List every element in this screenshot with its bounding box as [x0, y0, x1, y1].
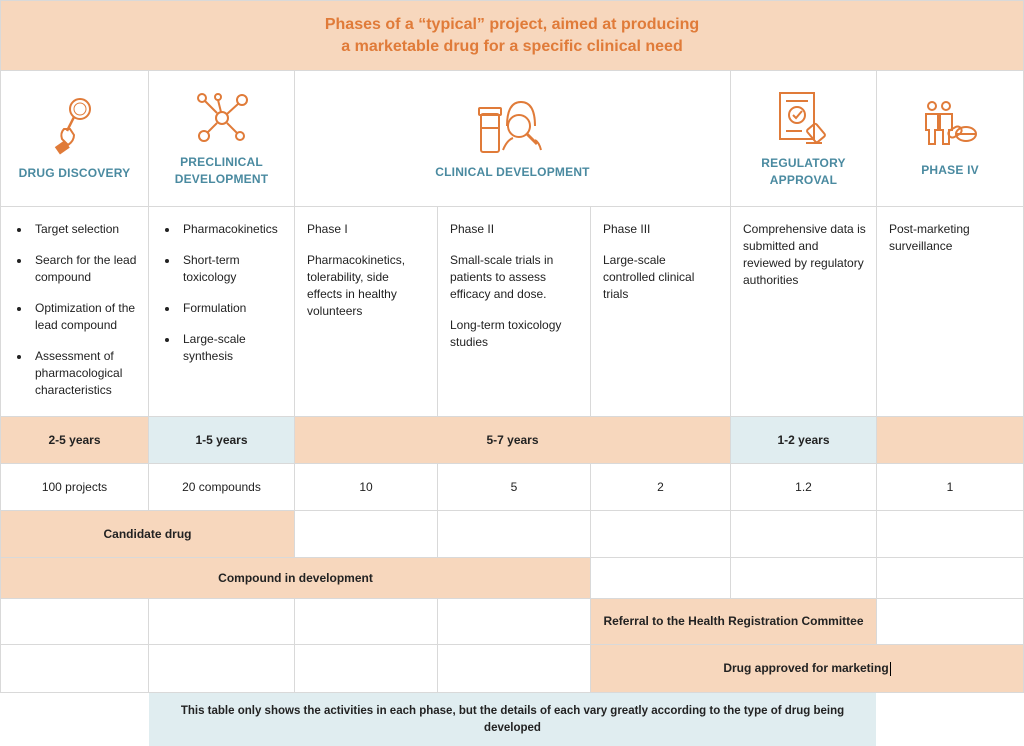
header-phase-iv — [877, 71, 1024, 207]
header-drug-discovery — [0, 71, 149, 207]
duration-clinical: 5-7 years — [295, 417, 731, 464]
list-item: • Target selection — [31, 221, 138, 238]
duration-phase-iv — [877, 417, 1024, 464]
count-phase-iii: 2 — [591, 464, 731, 511]
phase-iv-label: PHASE IV — [921, 163, 979, 177]
header-regulatory — [731, 71, 877, 207]
bar-drug-approved[interactable] — [591, 645, 1024, 693]
phase-iii-heading: Phase III — [603, 222, 651, 236]
header-preclinical — [149, 71, 295, 207]
phase-ii-text-2: Long-term toxicology studies — [450, 318, 562, 349]
table-title — [0, 0, 1024, 71]
phase-i-heading: Phase I — [307, 222, 348, 236]
pill-bottle-magnifier-icon — [477, 96, 549, 156]
phase-iv-text: Post-marketing surveillance — [889, 222, 970, 253]
list-item: • Formulation — [179, 300, 284, 317]
empty-cell — [731, 558, 877, 599]
empty-cell — [438, 599, 591, 645]
list-item: • Search for the lead compound — [31, 252, 138, 286]
preclinical-label-line-2: DEVELOPMENT — [174, 171, 269, 186]
activities-phase-i — [295, 207, 438, 417]
phase-i-text: Pharmacokinetics, tolerability, side effects in healthy volunteers — [307, 253, 406, 318]
empty-cell — [295, 599, 438, 645]
phase-iii-text: Large-scale controlled clinical trials — [603, 253, 695, 301]
title-line-2: a marketable drug for a specific clinical need — [341, 37, 683, 55]
activities-regulatory — [731, 207, 877, 417]
title-line-1: Phases of a “typical” project, aimed at producing — [324, 15, 700, 33]
empty-cell — [877, 558, 1024, 599]
footnote: This table only shows the activities in each phase, but the details of each vary greatly according to the type of drug being developed — [149, 693, 876, 746]
activities-discovery — [0, 207, 149, 417]
list-item: • Optimization of the lead compound — [31, 300, 138, 334]
empty-cell — [149, 599, 295, 645]
count-phase-ii: 5 — [438, 464, 591, 511]
regulatory-label-line-1: REGULATORY — [761, 155, 846, 170]
empty-cell — [438, 511, 591, 558]
clinical-label: CLINICAL DEVELOPMENT — [435, 165, 590, 179]
list-item: • Short-term toxicology — [179, 252, 284, 286]
header-clinical — [295, 71, 731, 207]
activities-phase-ii — [438, 207, 591, 417]
empty-cell — [0, 599, 149, 645]
empty-cell — [877, 599, 1024, 645]
drug-approved-label: Drug approved for marketing — [723, 661, 889, 675]
count-phase-i: 10 — [295, 464, 438, 511]
count-regulatory: 1.2 — [731, 464, 877, 511]
bar-candidate-drug: Candidate drug — [0, 511, 295, 558]
regulatory-text: Comprehensive data is submitted and reviewed by regulatory authorities — [743, 222, 866, 287]
drug-discovery-label: DRUG DISCOVERY — [18, 166, 131, 180]
bar-referral: Referral to the Health Registration Committee — [591, 599, 877, 645]
empty-cell — [877, 511, 1024, 558]
empty-cell — [731, 511, 877, 558]
empty-cell — [0, 645, 149, 693]
certificate-icon — [776, 89, 832, 147]
molecule-icon — [194, 90, 250, 146]
duration-preclinical: 1-5 years — [149, 417, 295, 464]
empty-cell — [295, 511, 438, 558]
text-cursor — [890, 662, 891, 676]
list-item: • Pharmacokinetics — [179, 221, 284, 238]
empty-cell — [591, 511, 731, 558]
empty-cell — [295, 645, 438, 693]
empty-cell — [591, 558, 731, 599]
count-discovery: 100 projects — [0, 464, 149, 511]
count-preclinical: 20 compounds — [149, 464, 295, 511]
regulatory-label-line-2: APPROVAL — [769, 172, 838, 187]
count-phase-iv: 1 — [877, 464, 1024, 511]
activities-phase-iii — [591, 207, 731, 417]
empty-cell — [149, 645, 295, 693]
preclinical-label-line-1: PRECLINICAL — [180, 154, 263, 169]
list-item: • Assessment of pharmacological characteristics — [31, 348, 138, 399]
empty-cell — [438, 645, 591, 693]
bar-compound-in-development: Compound in development — [0, 558, 591, 599]
magnifier-hand-icon — [50, 95, 100, 157]
activities-preclinical — [149, 207, 295, 417]
duration-discovery: 2-5 years — [0, 417, 149, 464]
people-pills-icon — [922, 98, 978, 154]
phase-ii-heading: Phase II — [450, 222, 495, 236]
list-item: • Large-scale synthesis — [179, 331, 284, 365]
activities-phase-iv — [877, 207, 1024, 417]
phase-ii-text: Small-scale trials in patients to assess efficacy and dose. — [450, 253, 554, 301]
duration-regulatory: 1-2 years — [731, 417, 877, 464]
